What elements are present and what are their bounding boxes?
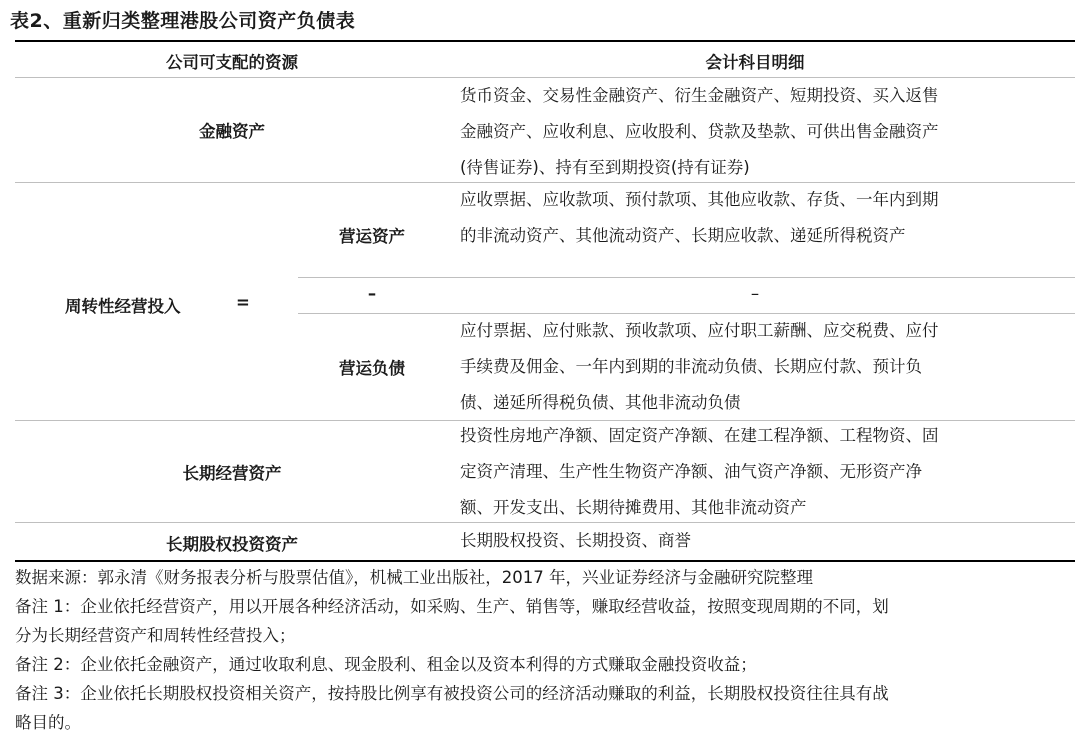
row-divider-assets (298, 277, 1075, 278)
detail-line: 额、开发支出、长期待摊费用、其他非流动资产 (460, 498, 807, 517)
detail-line: 长期股权投资、长期投资、商誉 (460, 531, 691, 550)
detail-operating-assets (460, 182, 939, 254)
detail-line: 应收票据、应收款项、预付款项、其他应收款、存货、一年内到期 (460, 190, 939, 209)
detail-equity (460, 523, 691, 559)
minus-label: – (367, 284, 377, 303)
row-label-long-term: 长期经营资产 (182, 464, 282, 483)
equals-sign: = (236, 293, 250, 312)
note-source: 数据来源：郭永清《财务报表分析与股票估值》，机械工业出版社，2017 年，兴业证券经济与金融研究院整理 (15, 568, 813, 587)
header-account-details: 会计科目明细 (705, 53, 805, 72)
note-line: 略目的。 (15, 713, 81, 732)
detail-operating-liabilities (460, 313, 939, 421)
bottom-rule (15, 560, 1075, 562)
note-line: 备注 1：企业依托经营资产，用以开展各种经济活动，如采购、生产、销售等，赚取经营收益，按照变现周期的不同，划 (15, 597, 889, 616)
header-resources: 公司可支配的资源 (166, 53, 298, 72)
row-label-operating-assets: 营运资产 (339, 227, 405, 246)
notes (15, 563, 889, 737)
detail-line: 定资产清理、生产性生物资产净额、油气资产净额、无形资产净 (460, 462, 922, 481)
note-line: 备注 3：企业依托长期股权投资相关资产，按持股比例享有被投资公司的经济活动赚取的利益，长期股权投资往往具有战 (15, 684, 889, 703)
minus-detail: – (750, 284, 760, 303)
detail-line: 债、递延所得税负债、其他非流动负债 (460, 393, 741, 412)
detail-line: 金融资产、应收利息、应收股利、贷款及垫款、可供出售金融资产 (460, 122, 939, 141)
row-label-operating-liabilities: 营运负债 (339, 359, 405, 378)
detail-line: 投资性房地产净额、固定资产净额、在建工程净额、工程物资、固 (460, 426, 939, 445)
top-rule (15, 40, 1075, 42)
row-label-equity: 长期股权投资资产 (166, 535, 298, 554)
row-label-financial: 金融资产 (199, 122, 265, 141)
detail-line: (待售证券)、持有至到期投资(持有证券) (460, 158, 750, 177)
table-title: 表2、重新归类整理港股公司资产负债表 (10, 10, 356, 32)
row-label-working: 周转性经营投入 (65, 297, 181, 316)
note-line: 备注 2：企业依托金融资产，通过收取利息、现金股利、租金以及资本利得的方式赚取金融投资收益； (15, 655, 757, 674)
detail-line: 应付票据、应付账款、预收款项、应付职工薪酬、应交税费、应付 (460, 321, 939, 340)
note-line: 分为长期经营资产和周转性经营投入； (15, 626, 296, 645)
detail-line: 的非流动资产、其他流动资产、长期应收款、递延所得税资产 (460, 226, 906, 245)
detail-line: 手续费及佣金、一年内到期的非流动负债、长期应付款、预计负 (460, 357, 922, 376)
detail-long-term (460, 418, 939, 526)
detail-financial (460, 78, 939, 186)
detail-line: 货币资金、交易性金融资产、衍生金融资产、短期投资、买入返售 (460, 86, 939, 105)
